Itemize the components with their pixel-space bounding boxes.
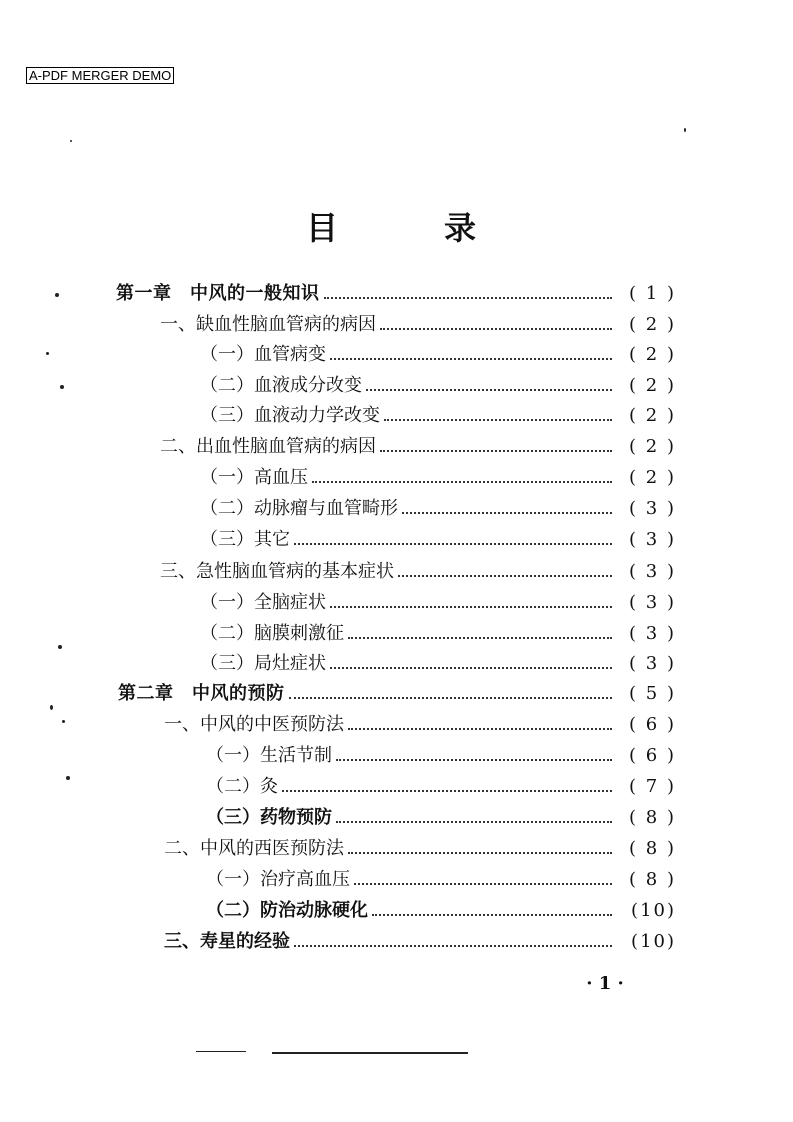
toc-entry-label: （三）血液动力学改变 <box>200 405 380 426</box>
toc-entry-section[interactable] <box>160 560 676 584</box>
toc-entry-subsection[interactable] <box>206 775 676 799</box>
toc-entry-section[interactable] <box>164 713 676 737</box>
scan-rule <box>272 1052 468 1054</box>
toc-entry-label: 第一章 中风的一般知识 <box>116 283 320 304</box>
toc-dot-leader <box>402 512 612 514</box>
toc-dot-leader <box>330 606 612 608</box>
toc-entry-label: （二）动脉瘤与血管畸形 <box>200 498 398 519</box>
toc-entry-section[interactable] <box>164 837 676 861</box>
scan-speck <box>58 645 62 649</box>
toc-entry-label: （三）其它 <box>200 529 290 550</box>
toc-entry-subsection[interactable] <box>206 806 676 830</box>
toc-entry-label: （二）防治动脉硬化 <box>206 900 368 921</box>
toc-dot-leader <box>348 728 612 730</box>
toc-entry-subsection[interactable] <box>206 868 676 892</box>
toc-entry-label: （二）血液成分改变 <box>200 375 362 396</box>
toc-dot-leader <box>398 575 612 577</box>
toc-dot-leader <box>336 821 612 823</box>
toc-dot-leader <box>354 883 612 885</box>
toc-entry-subsection[interactable] <box>200 497 676 521</box>
toc-dot-leader <box>294 543 612 545</box>
toc-dot-leader <box>348 852 612 854</box>
toc-entry-page: ( 3 ) <box>629 623 676 644</box>
toc-entry-page: ( 2 ) <box>629 314 676 335</box>
scan-speck <box>66 776 70 780</box>
toc-entry-page: ( 5 ) <box>629 683 676 704</box>
toc-entry-label: 二、出血性脑血管病的病因 <box>160 436 376 457</box>
toc-entry-label: 第二章 中风的预防 <box>118 683 285 704</box>
scan-speck <box>62 720 65 723</box>
toc-entry-subsection[interactable] <box>200 466 676 490</box>
toc-entry-page: ( 2 ) <box>629 436 676 457</box>
scan-speck <box>55 293 59 297</box>
toc-entry-subsection[interactable] <box>200 652 676 676</box>
toc-entry-label: （一）生活节制 <box>206 745 332 766</box>
toc-entry-subsection[interactable] <box>200 591 676 615</box>
page-title <box>0 206 793 250</box>
toc-entry-label: 一、中风的中医预防法 <box>164 714 344 735</box>
toc-entry-page: ( 6 ) <box>629 714 676 735</box>
toc-entry-label: （三）局灶症状 <box>200 653 326 674</box>
toc-entry-label: 三、急性脑血管病的基本症状 <box>160 561 394 582</box>
toc-entry-subsection[interactable] <box>200 343 676 367</box>
toc-entry-page: (10) <box>631 900 676 921</box>
toc-entry-page: ( 8 ) <box>629 838 676 859</box>
toc-entry-subsection[interactable] <box>206 744 676 768</box>
toc-entry-label: （二）灸 <box>206 776 278 797</box>
toc-dot-leader <box>282 790 612 792</box>
toc-entry-label: 一、缺血性脑血管病的病因 <box>160 314 376 335</box>
toc-entry-label: （一）全脑症状 <box>200 592 326 613</box>
toc-dot-leader <box>380 328 612 330</box>
toc-entry-page: ( 2 ) <box>629 467 676 488</box>
toc-entry-page: ( 2 ) <box>629 344 676 365</box>
toc-entry-page: ( 3 ) <box>629 561 676 582</box>
toc-entry-chapter-1[interactable] <box>116 282 676 306</box>
watermark-label: A-PDF MERGER DEMO <box>26 67 174 84</box>
toc-dot-leader <box>324 297 613 299</box>
toc-entry-page: ( 3 ) <box>629 498 676 519</box>
toc-entry-subsection[interactable] <box>200 528 676 552</box>
toc-dot-leader <box>366 389 612 391</box>
toc-entry-section[interactable] <box>164 930 676 954</box>
scan-speck <box>60 385 64 389</box>
toc-entry-subsection[interactable] <box>200 404 676 428</box>
toc-entry-chapter-2[interactable] <box>118 682 676 706</box>
toc-entry-section[interactable] <box>160 435 676 459</box>
scan-speck <box>70 140 72 142</box>
toc-entry-label: （一）血管病变 <box>200 344 326 365</box>
toc-dot-leader <box>372 914 612 916</box>
toc-entry-page: ( 2 ) <box>629 405 676 426</box>
toc-entry-page: ( 1 ) <box>629 283 676 304</box>
toc-dot-leader <box>384 419 612 421</box>
toc-entry-label: （二）脑膜刺激征 <box>200 623 344 644</box>
toc-entry-subsection[interactable] <box>200 374 676 398</box>
toc-entry-page: ( 7 ) <box>629 776 676 797</box>
toc-dot-leader <box>312 481 612 483</box>
toc-entry-label: （三）药物预防 <box>206 807 332 828</box>
toc-entry-section[interactable] <box>160 313 676 337</box>
scan-speck <box>684 128 686 132</box>
toc-entry-page: ( 3 ) <box>629 653 676 674</box>
scan-speck <box>50 705 53 710</box>
page-number: · 1 · <box>586 973 624 994</box>
toc-entry-label: 三、寿星的经验 <box>164 931 290 952</box>
scan-rule <box>196 1051 246 1052</box>
title-char-right: 录 <box>444 209 477 247</box>
toc-entry-label: 二、中风的西医预防法 <box>164 838 344 859</box>
toc-dot-leader <box>289 697 613 699</box>
toc-dot-leader <box>294 945 612 947</box>
toc-dot-leader <box>330 667 612 669</box>
toc-dot-leader <box>336 759 612 761</box>
toc-entry-page: ( 2 ) <box>629 375 676 396</box>
toc-entry-page: ( 8 ) <box>629 807 676 828</box>
toc-entry-page: (10) <box>631 931 676 952</box>
toc-dot-leader <box>348 637 612 639</box>
toc-entry-label: （一）治疗高血压 <box>206 869 350 890</box>
toc-entry-page: ( 8 ) <box>629 869 676 890</box>
scan-speck <box>46 352 49 355</box>
toc-entry-subsection[interactable] <box>200 622 676 646</box>
toc-dot-leader <box>330 358 612 360</box>
title-char-left: 目 <box>306 209 339 247</box>
toc-entry-subsection[interactable] <box>206 899 676 923</box>
toc-entry-label: （一）高血压 <box>200 467 308 488</box>
toc-entry-page: ( 3 ) <box>629 592 676 613</box>
toc-entry-page: ( 3 ) <box>629 529 676 550</box>
toc-dot-leader <box>380 450 612 452</box>
toc-entry-page: ( 6 ) <box>629 745 676 766</box>
